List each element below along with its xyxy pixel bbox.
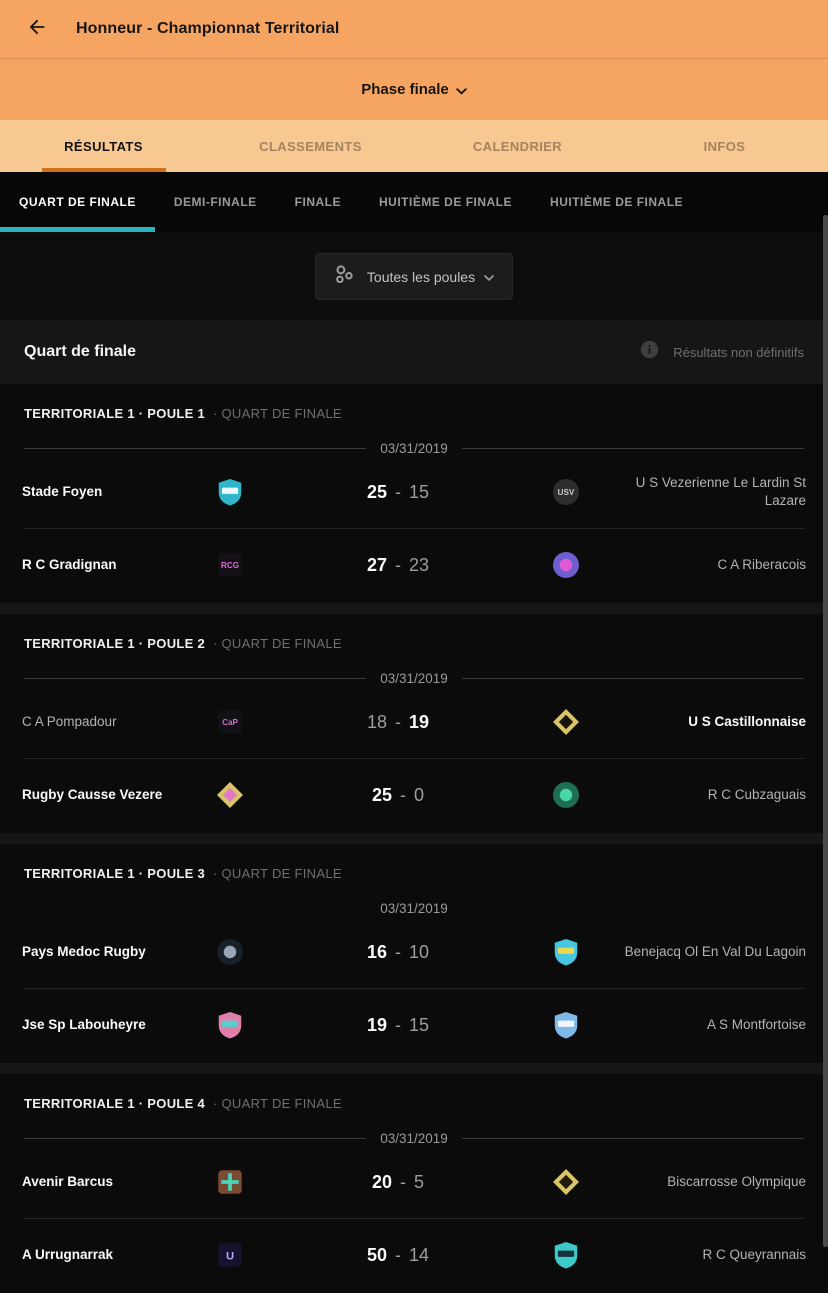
tab-classements[interactable]: CLASSEMENTS: [259, 138, 362, 154]
scrollbar-thumb[interactable]: [823, 215, 828, 1247]
section-divider: [0, 833, 828, 844]
svg-text:CaP: CaP: [222, 717, 238, 727]
score-separator: -: [395, 1014, 401, 1035]
section-divider: [0, 603, 828, 614]
match-row[interactable]: [0, 1221, 828, 1289]
phase-selector[interactable]: [0, 58, 828, 120]
match-row[interactable]: [0, 1148, 828, 1216]
match-row[interactable]: [0, 991, 828, 1059]
poule-section-header: [0, 1074, 828, 1117]
round-tab-bar: [0, 172, 828, 232]
away-team-name: Benejacq Ol En Val Du Lagoin: [624, 943, 806, 959]
results-content: [0, 232, 828, 1293]
tab-finale[interactable]: FINALE: [294, 195, 342, 209]
away-score: 5: [414, 1171, 425, 1192]
tab-demi-finale[interactable]: DEMI-FINALE: [173, 195, 257, 209]
poule-section-3: [0, 844, 828, 1063]
home-team-name: Avenir Barcus: [22, 1173, 114, 1189]
poules-bubbles-icon: [334, 264, 355, 290]
match-row[interactable]: [0, 761, 828, 829]
away-score: 19: [409, 711, 430, 732]
away-team-logo: [538, 1240, 594, 1270]
home-team-name: C A Pompadour: [22, 713, 117, 729]
home-team-logo: [202, 1240, 258, 1270]
home-team-logo: [202, 937, 258, 967]
away-team-name: C A Riberacois: [717, 556, 806, 572]
app-bar: [0, 0, 828, 58]
chevron-down-icon: [484, 272, 494, 281]
match-date-row: [0, 887, 828, 918]
tab-quart-de-finale[interactable]: QUART DE FINALE: [0, 172, 155, 232]
row-divider: [24, 528, 804, 529]
home-score: 16: [366, 941, 387, 962]
tab-huitieme-de-finale-2[interactable]: HUITIÈME DE FINALE: [550, 195, 684, 209]
home-team-logo: [202, 780, 258, 810]
poule-section-header: [0, 384, 828, 427]
info-icon[interactable]: [640, 340, 659, 364]
score-separator: -: [395, 481, 401, 502]
match-row[interactable]: [0, 918, 828, 986]
home-score: 25: [371, 784, 392, 805]
away-team-logo: [538, 550, 594, 580]
svg-text:U: U: [225, 1250, 235, 1263]
away-team-name: U S Castillonnaise: [688, 713, 806, 729]
away-team-name: R C Cubzaguais: [707, 786, 806, 802]
away-score: 15: [409, 481, 430, 502]
section-divider: [0, 1063, 828, 1074]
match-score: [258, 482, 538, 503]
poule-round-label: · QUART DE FINALE: [212, 1096, 342, 1111]
poule-title: TERRITORIALE 1 · POULE 3: [24, 866, 206, 881]
home-score: 50: [366, 1244, 387, 1265]
away-score: 0: [414, 784, 425, 805]
away-score: 15: [409, 1014, 430, 1035]
home-team-name: Jse Sp Labouheyre: [22, 1016, 146, 1032]
home-team-name: A Urrugnarrak: [22, 1246, 114, 1262]
poule-title: TERRITORIALE 1 · POULE 4: [24, 1096, 206, 1111]
home-team-name: R C Gradignan: [22, 556, 117, 572]
match-date: 03/31/2019: [380, 441, 448, 456]
match-score: [258, 712, 538, 733]
tab-calendrier[interactable]: CALENDRIER: [472, 138, 563, 154]
away-team-logo: [538, 780, 594, 810]
score-separator: -: [395, 941, 401, 962]
phase-selector-label: Phase finale: [361, 81, 449, 98]
home-team-name: Rugby Causse Vezere: [22, 786, 163, 802]
poule-round-label: · QUART DE FINALE: [212, 866, 342, 881]
match-date-row: [0, 657, 828, 688]
home-team-name: Stade Foyen: [22, 483, 103, 499]
match-score: [258, 555, 538, 576]
score-separator: -: [395, 554, 401, 575]
poule-section-header: [0, 614, 828, 657]
home-score: 19: [366, 1014, 387, 1035]
away-score: 10: [409, 941, 430, 962]
away-score: 23: [409, 554, 430, 575]
chevron-down-icon: [456, 84, 467, 95]
score-separator: -: [400, 1171, 406, 1192]
away-team-logo: [538, 707, 594, 737]
poules-filter-label: Toutes les poules: [366, 268, 476, 285]
home-score: 18: [366, 711, 387, 732]
away-team-name: Biscarrosse Olympique: [667, 1173, 806, 1189]
away-team-logo: [538, 937, 594, 967]
score-separator: -: [395, 1244, 401, 1265]
poule-section-1: [0, 384, 828, 603]
home-team-name: Pays Medoc Rugby: [22, 943, 146, 959]
row-divider: [24, 988, 804, 989]
home-score: 25: [366, 481, 387, 502]
back-button[interactable]: [20, 12, 54, 46]
match-score: [258, 1172, 538, 1193]
poule-round-label: · QUART DE FINALE: [212, 406, 342, 421]
away-team-name: A S Montfortoise: [706, 1016, 806, 1032]
page-title: Honneur - Championnat Territorial: [76, 20, 340, 37]
poule-title: TERRITORIALE 1 · POULE 1: [24, 406, 206, 421]
provisional-results-note: Résultats non définitifs: [673, 344, 804, 360]
home-team-logo: [202, 477, 258, 507]
match-score: [258, 785, 538, 806]
row-divider: [24, 758, 804, 759]
match-date: 03/31/2019: [380, 1131, 448, 1146]
home-score: 27: [366, 554, 387, 575]
home-team-logo: [202, 707, 258, 737]
home-team-logo: [202, 1167, 258, 1197]
score-separator: -: [400, 784, 406, 805]
match-date-row: [0, 1117, 828, 1148]
poule-title: TERRITORIALE 1 · POULE 2: [24, 636, 206, 651]
primary-tab-bar: [0, 120, 828, 172]
match-score: [258, 1245, 538, 1266]
match-date: 03/31/2019: [380, 671, 448, 686]
round-heading-title: Quart de finale: [24, 343, 137, 360]
poule-section-2: [0, 614, 828, 833]
tab-infos[interactable]: INFOS: [703, 138, 746, 154]
away-score: 14: [409, 1244, 430, 1265]
row-divider: [24, 1218, 804, 1219]
away-team-name: R C Queyrannais: [702, 1246, 806, 1262]
poule-round-label: · QUART DE FINALE: [212, 636, 342, 651]
away-team-name: U S Vezerienne Le Lardin St Lazare: [635, 474, 806, 508]
match-row[interactable]: [0, 458, 828, 526]
poules-filter-button[interactable]: [315, 253, 513, 300]
score-separator: -: [395, 711, 401, 732]
match-score: [258, 1015, 538, 1036]
home-team-logo: [202, 550, 258, 580]
tab-resultats[interactable]: RÉSULTATS: [0, 120, 207, 172]
poule-section-header: [0, 844, 828, 887]
home-team-logo: [202, 1010, 258, 1040]
match-date-row: [0, 427, 828, 458]
match-date: 03/31/2019: [380, 901, 448, 916]
away-team-logo: [538, 1010, 594, 1040]
svg-text:RCG: RCG: [220, 560, 240, 570]
svg-text:USV: USV: [557, 487, 575, 497]
match-score: [258, 942, 538, 963]
poule-section-4: [0, 1074, 828, 1293]
match-row[interactable]: [0, 688, 828, 756]
away-team-logo: [538, 477, 594, 507]
away-team-logo: [538, 1167, 594, 1197]
match-row[interactable]: [0, 531, 828, 599]
arrow-left-icon: [26, 16, 48, 43]
home-score: 20: [371, 1171, 392, 1192]
round-heading-row: [0, 320, 828, 384]
tab-huitieme-de-finale-1[interactable]: HUITIÈME DE FINALE: [379, 195, 513, 209]
